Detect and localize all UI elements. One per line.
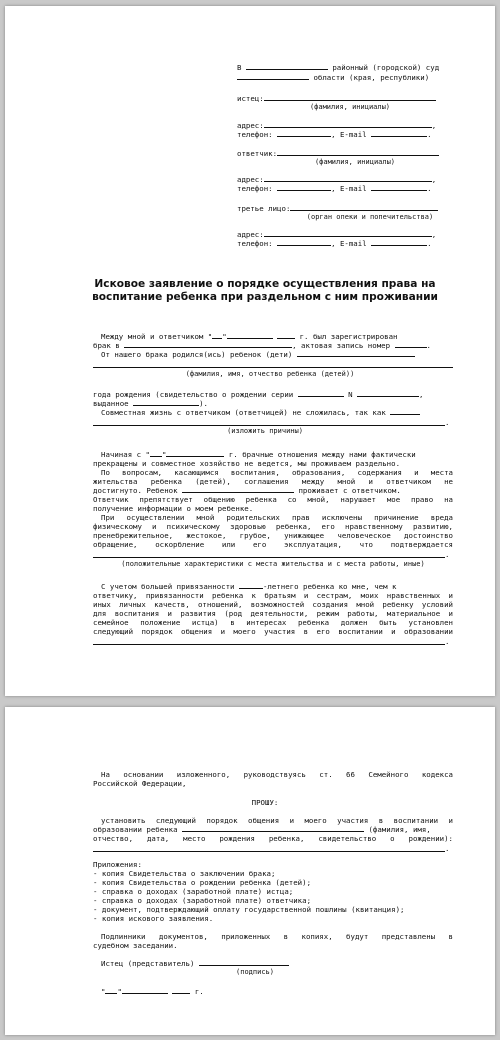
document-page-1: В районный (городской) суд области (края, республики) истец: (фамилия, инициалы) адрес: , телефон: , E-mail . ответчик: (фамилия, инициалы) адрес: , телефон: , E-mail . третье лицо: (орган опеки и попечительства) адрес: , телефон: , E-mail . Исковое заявление о порядке осуществления права на воспитание ребенка при раздельном с ним проживании Между мной и ответчиком " " г. был зарегистрирован брак в , актовая запись номер . От нашего брака родился(ись) ребенок (дети) (фамилия, имя, отчество ребенка (детей)) года рождения (свидетельство о рождении серии N , выданное ). Совместная жизнь с ответчиком (ответчицей) не сложилась, так как . (изложить причины) Начиная с " " г. брачные отношения между нами фактически прекращены и совместное хозяйство не ведется, мы проживаем раздельно. По вопросам, касающимся воспитания, образования, содержания и места жительства ребенка (детей), соглашения между мной и ответчиком не достигнуто. Ребенок проживает с ответчиком. Ответчик препятствует общению ребенка со мной, нарушает мое право на получение информации о моем ребенке. При осуществлении мной родительских прав исключены причинение вреда физическому и психическому здоровью ребенка, его нравственному развитию, пренебрежительное, жестокое, грубое, унижающее человеческое достоинство обращение, оскорбление или его эксплуатация, что подтверждается . (положительные характеристики с места жительства и с места работы, иные) С учетом большей привязанности -летнего ребенка ко мне, чем к ответчику, привязанности ребенка к братьям и сестрам, моих нравственных и иных личных качеств, отношений, возможностей создания мной ребенку условий для воспитания и развития (род деятельности, режим работы, материальное и семейное положение истца) в интересах ребенка должен быть установлен следующий порядок общения и моего участия в его воспитании и образовании . — [5, 6, 495, 696]
registry-line: брак в , актовая запись номер . — [93, 341, 431, 350]
child-name-blank — [93, 367, 453, 368]
document-page-2: На основании изложенного, руководствуясь ст. 66 Семейного кодекса Российской Федерации, ПРОШУ: установить следующий порядок общения и моего участия в воспитании и образовании ребенка (фамилия, имя, отчество, дата, место рождения ребенка, свидетельство о рождении): . Приложения: - копия Свидетельства о заключении брака; - копия Свидетельства о рождении ребенка (детей); - справка о доходах (заработной плате) истца; - справка о доходах (заработной плате) ответчика; - документ, подтверждающий оплату государственной пошлины (квитанция); - копия искового заявления. Подлинники документов, приложенных в копиях, будут представлены в судебном заседании. Истец (представитель) (подпись) " " г. — [5, 707, 495, 1035]
paragraph-line: прекращены и совместное хозяйство не ведется, мы проживаем раздельно. — [93, 459, 401, 468]
attachment-item: - копия искового заявления. — [93, 914, 214, 923]
attachment-item: - справка о доходах (заработной плате) ответчика; — [93, 896, 312, 905]
third-party-phone-line: телефон: , E-mail . — [237, 239, 432, 248]
child-residence-line: достигнуто. Ребенок проживает с ответчиком. — [93, 486, 401, 495]
paragraph-line: обращение, оскорбление или его эксплуатация, что подтверждается — [93, 540, 453, 549]
originals-line-2: судебном заседании. — [93, 941, 178, 950]
separation-line: Начиная с " " г. брачные отношения между нами фактически — [101, 450, 416, 459]
document-title-line-1: Исковое заявление о порядке осуществления права на — [94, 278, 436, 290]
document-title-line-2: воспитание ребенка при раздельном с ним проживании — [92, 291, 438, 303]
paragraph-line: По вопросам, касающимся воспитания, образования, содержания и места — [101, 468, 453, 477]
third-party-address-line: адрес: , — [237, 230, 437, 239]
request-line: установить следующий порядок общения и моего участия в воспитании и — [101, 816, 453, 825]
characteristics-caption: (положительные характеристики с места жительства и с места работы, иные) — [121, 560, 425, 568]
attachment-item: - копия Свидетельства о заключении брака; — [93, 869, 276, 878]
attachments-title: Приложения: — [93, 860, 142, 869]
defendant-name-caption: (фамилия, инициалы) — [314, 158, 396, 166]
third-party-line: третье лицо: — [237, 204, 438, 213]
defendant-address-line: адрес: , — [237, 175, 437, 184]
life-together-line: Совместная жизнь с ответчиком (ответчицей) не сложилась, так как — [101, 408, 420, 417]
paragraph-line: пренебрежительное, жестокое, грубое, унижающее человеческое достоинство — [93, 531, 453, 540]
court-line: В районный (городской) суд — [237, 63, 440, 72]
request-child-line: образовании ребенка (фамилия, имя, — [93, 825, 431, 834]
request-heading: ПРОШУ: — [251, 798, 279, 807]
paragraph-line: для воспитания и развития (род деятельности, режим работы, материальное и — [93, 609, 453, 618]
attachment-item: - документ, подтверждающий оплату государственной пошлины (квитанция); — [93, 905, 405, 914]
request-blank — [93, 851, 445, 852]
issued-line: выданное ). — [93, 399, 208, 408]
attachment-line: С учетом большей привязанности -летнего ребенка ко мне, чем к — [101, 582, 397, 591]
defendant-line: ответчик: — [237, 149, 439, 158]
originals-line: Подлинники документов, приложенных в копиях, будут представлены в — [101, 932, 453, 941]
basis-line: На основании изложенного, руководствуясь ст. 66 Семейного кодекса — [101, 770, 453, 779]
paragraph-line: При осуществлении мной родительских прав исключены причинение вреда — [101, 513, 453, 522]
marriage-line: Между мной и ответчиком " " г. был зарегистрирован — [101, 332, 398, 341]
signature-line: Истец (представитель) — [101, 959, 289, 968]
basis-line-2: Российской Федерации, — [93, 779, 187, 788]
birth-certificate-line: года рождения (свидетельство о рождении серии N , — [93, 390, 424, 399]
paragraph-line: жительства ребенка (детей), соглашения между мной и ответчиком не — [93, 477, 453, 486]
characteristics-blank — [93, 557, 445, 558]
paragraph-line: иных личных качеств, отношений, возможностей создания мной ребенку условий — [93, 600, 453, 609]
plaintiff-line: истец: — [237, 94, 436, 103]
paragraph-line: Ответчик препятствует общению ребенка со мной, нарушает мое право на — [93, 495, 453, 504]
reasons-caption: (изложить причины) — [227, 427, 303, 435]
reasons-blank — [93, 425, 445, 426]
paragraph-line: следующий порядок общения и моего участия в его воспитании и образовании — [93, 627, 453, 636]
order-blank — [93, 644, 445, 645]
defendant-phone-line: телефон: , E-mail . — [237, 184, 432, 193]
region-line: области (края, республики) — [237, 73, 429, 82]
attachment-item: - справка о доходах (заработной плате) истца; — [93, 887, 294, 896]
request-line: отчество, дата, место рождения ребенка, свидетельство о рождении): — [93, 834, 453, 843]
signature-caption: (подпись) — [236, 968, 274, 976]
paragraph-line: ответчику, привязанности ребенка к братьям и сестрам, моих нравственных и — [93, 591, 453, 600]
plaintiff-address-line: адрес: , — [237, 121, 437, 130]
children-line: От нашего брака родился(ись) ребенок (дети) — [101, 350, 415, 359]
attachment-item: - копия Свидетельства о рождении ребенка (детей); — [93, 878, 312, 887]
plaintiff-phone-line: телефон: , E-mail . — [237, 130, 432, 139]
guardianship-caption: (орган опеки и попечительства) — [306, 213, 434, 221]
paragraph-line: получение информации о моем ребенке. — [93, 504, 254, 513]
paragraph-line: физическому и психическому здоровью ребенка, его нравственному развитию, — [93, 522, 453, 531]
plaintiff-name-caption: (фамилия, инициалы) — [309, 103, 391, 111]
date-line: " " г. — [101, 987, 204, 996]
child-name-caption: (фамилия, имя, отчество ребенка (детей)) — [185, 370, 355, 378]
paragraph-line: семейное положение истца) в интересах ребенка должен быть установлен — [93, 618, 453, 627]
